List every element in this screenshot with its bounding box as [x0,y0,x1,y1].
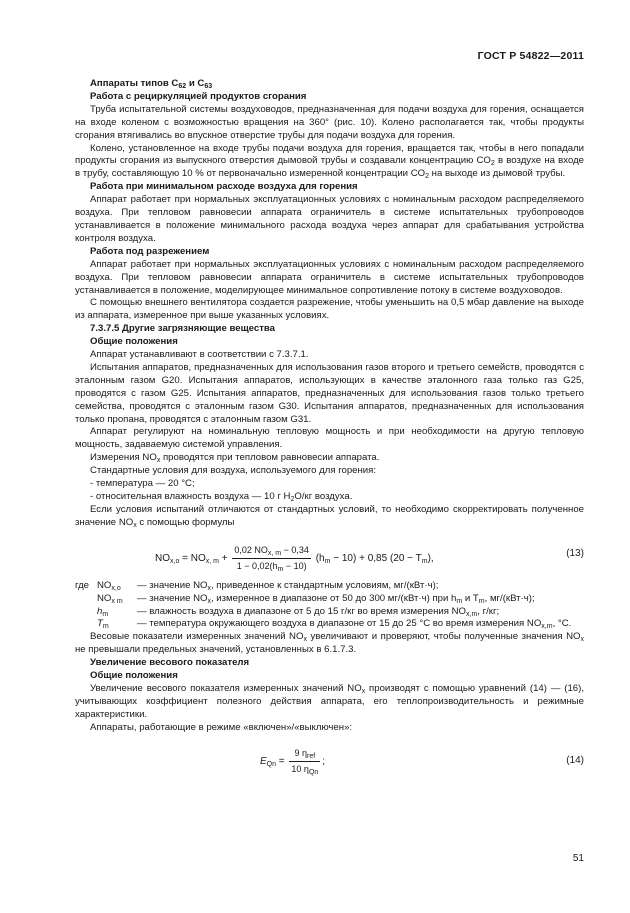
heading-weight-increase: Увеличение весового показателя [90,657,250,669]
formula-number: (13) [566,547,584,559]
paragraph: Измерения $NO_x$ проводятся при тепловом равновесии аппарата. [90,452,380,465]
list-item: - относительная влажность воздуха — 10 г $H_2O/кг$ воздуха. [90,491,353,503]
heading-7-3-7-5: 7.3.7.5 Другие загрязняющие вещества [90,323,276,335]
fraction: $\frac{9 \eta_{ref}}{10 \eta_{Qn}}$ [291,747,319,776]
definition-row: $T_m$ — температура окружающего воздуха в диапазоне от 15 до 25 °С во время измерения $NO_{x,m}$, °С. [97,618,572,631]
page-body [75,78,584,779]
heading-recirculation: Работа с рециркуляцией продуктов сгорания [90,90,307,102]
heading-general: Общие положения [90,336,178,348]
paragraph: Труба испытательной системы воздуховодов, предназначенная для подачи воздуха для горения, оснащается на входе коленом с возможностью вращения на 360° (рис. 10). Колено располагается так, чтобы продукты сгорания втягивались во впускное отверстие трубы для подачи воздуха для горения. [75,103,584,141]
paragraph: Аппарат работает при нормальных эксплуатационных условиях с номинальным расходом распределяемого воздуха. При тепловом равновесии аппарата ограничитель в системе испытательных трубопроводов устанавливается в положение минимального расхода воздуха через аппарат для срабатывания устройства контроля воздуха. [75,194,584,244]
definition-row: $NO_{x m}$ — значение $NO_x$, измеренное в диапазоне от 50 до 300 мг/(кВт·ч) при $h_m$ и $T_m$, мг/(кВт·ч); [97,592,535,605]
heading-vacuum: Работа под разрежением [90,245,210,257]
defs-prefix: где [75,579,90,591]
heading-general: Общие положения [90,670,178,682]
fraction: $\frac{0,02 NO_{x, m} - 0,34}{1 - 0,02(h_m - 10)}$ [234,544,309,573]
document-code: ГОСТ Р 54822—2011 [477,50,584,62]
formula-number: (14) [566,754,584,766]
formula-14-expression: $E_{Qn}$ = $\frac{9 \eta_{ref}}{10 \eta_{Qn}}$ ; [260,747,326,776]
formula-14 [75,743,584,779]
definition-row: $h_m$ — влажность воздуха в диапазоне от 5 до 15 г/кг во время измерения $NO_{x,m}$, г/кг; [97,605,500,618]
formula-13 [75,534,584,574]
paragraph: Стандартные условия для воздуха, используемого для горения: [90,465,377,477]
heading-min-airflow: Работа при минимальном расходе воздуха для горения [90,181,358,193]
paragraph: Увеличение весового показателя измеренных значений $NO_x$ производят с помощью уравнений (14) — (16), учитывающих коэффициент полезного действия аппарата, его теплопроизводительность и режимные характеристики. [75,682,584,720]
definitions-list [75,580,584,632]
paragraph: Весовые показатели измеренных значений $NO_x$ увеличивают и проверяют, чтобы полученные значения $NO_x$ не превышали предельных значений, установленных в 6.1.7.3. [75,631,584,656]
definition-row: где $NO_{x,o}$ — значение $NO_x$, приведенное к стандартным условиям, мг/(кВт·ч); [75,579,439,592]
paragraph: Испытания аппаратов, предназначенных для использования газов второго и третьего семейств, проводятся с эталонным газом G20. Испытания аппаратов, использующих в качестве эталонного газа только газ G25, проводятся с газом G25. Испытания аппаратов, предназначенных для использования газов только третьего семейства, проводятся с эталонным газом G30. Испытания аппаратов, предназначенных для использования только пропана, проводятся с эталонным газом G31. [75,361,584,425]
paragraph: Аппарат работает при нормальных эксплуатационных условиях с номинальным расходом распределяемого воздуха. При тепловом равновесии аппарата ограничитель в системе испытательных трубопроводов устанавливается в положение, моделирующее минимальное сопротивление потоку в системе воздуховодов. [75,258,584,296]
paragraph: Колено, установленное на входе трубы подачи воздуха для горения, вращается так, чтобы в него попадали продукты сгорания из выпускного отверстия дымовой трубы и создавали концентрацию $CO_2$ в воздухе на входе в трубу, составляющую 10 % от первоначально измеренной концентрации $CO_2$ на выходе из дымовой трубы. [75,142,585,181]
paragraph: Если условия испытаний отличаются от стандартных условий, то необходимо скорректировать полученное значение $NO_x$ с помощью формулы [75,503,584,529]
paragraph: С помощью внешнего вентилятора создается разрежение, чтобы уменьшить на 0,5 мбар давление на выходе из аппарата, измеренное при выше указанных условиях. [75,297,584,322]
formula-13-expression: $NO_{x,o} = NO_{x, m}$ + $\frac{0,02 NO_{x, m} - 0,34}{1 - 0,02(h_m - 10)}$ $(h_m - 10) + 0,85$ $(20 - T_m)$, [155,544,434,573]
paragraph: Аппарат регулируют на номинальную тепловую мощность и при необходимости на другую тепловую мощность, задаваемую системой управления. [75,426,584,451]
paragraph: Аппараты, работающие в режиме «включен»/«выключен»: [90,721,353,733]
list-item: - температура — 20 °С; [90,478,195,490]
page-number: 51 [572,853,584,864]
heading-c62-c63: Аппараты типов $C_{62}$ и $C_{63}$ [90,78,213,90]
paragraph: Аппарат устанавливают в соответствии с 7.3.7.1. [90,349,309,361]
